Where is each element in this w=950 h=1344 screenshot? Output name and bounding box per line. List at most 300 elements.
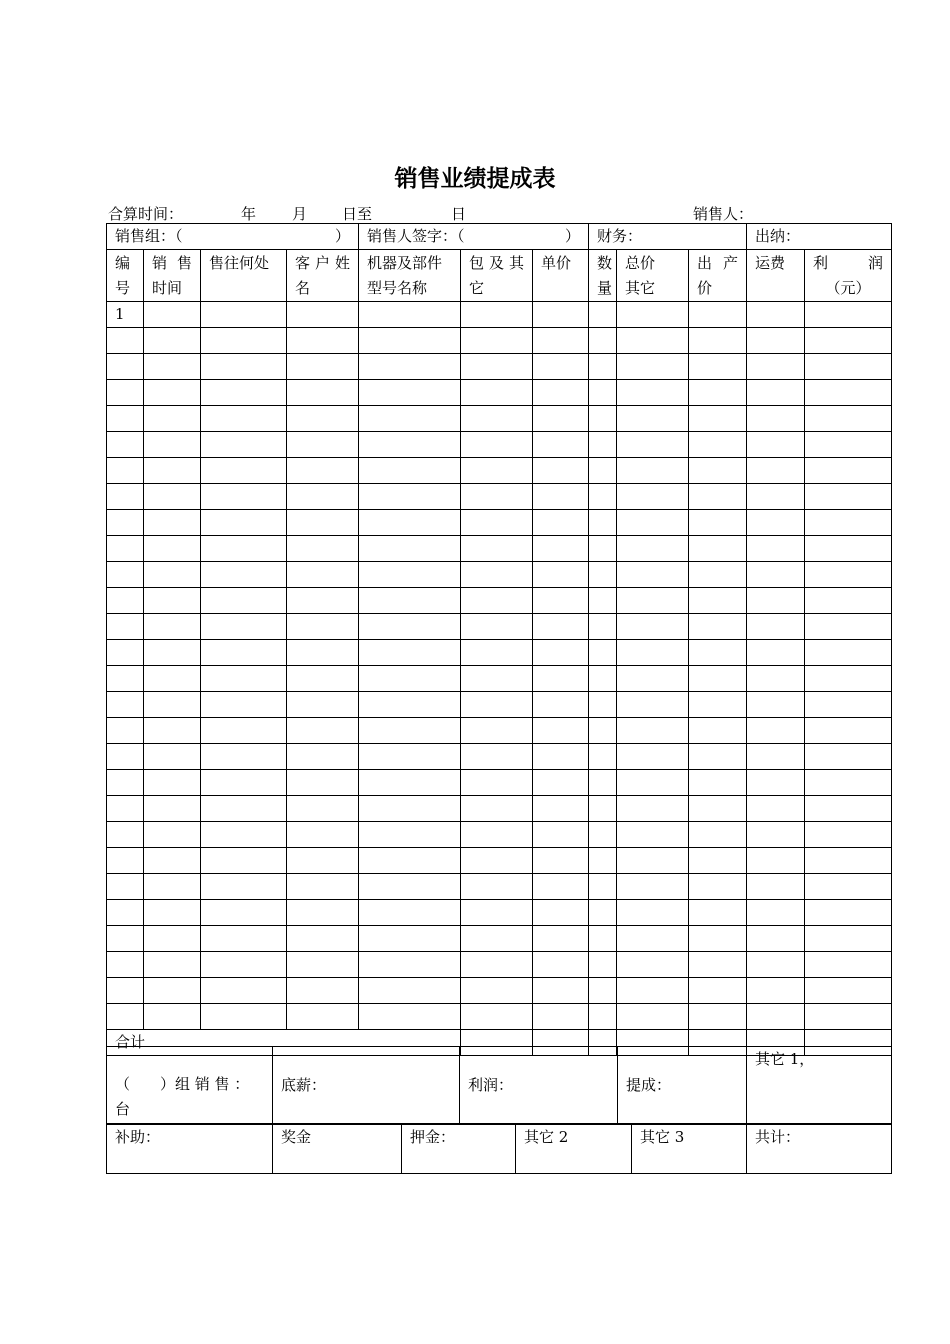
table-cell[interactable]	[589, 978, 617, 1004]
table-cell[interactable]	[461, 822, 533, 848]
table-cell[interactable]	[287, 354, 359, 380]
table-cell[interactable]	[747, 328, 805, 354]
table-cell[interactable]	[589, 458, 617, 484]
table-cell[interactable]	[287, 484, 359, 510]
table-cell[interactable]	[805, 484, 892, 510]
table-cell[interactable]	[144, 900, 201, 926]
table-cell[interactable]	[107, 380, 144, 406]
table-cell[interactable]	[533, 614, 589, 640]
table-cell[interactable]	[805, 328, 892, 354]
table-cell[interactable]	[747, 848, 805, 874]
table-cell[interactable]	[689, 406, 747, 432]
table-cell[interactable]	[533, 302, 589, 328]
table-cell[interactable]	[461, 640, 533, 666]
table-cell[interactable]	[144, 588, 201, 614]
table-cell[interactable]	[144, 302, 201, 328]
table-cell[interactable]	[201, 302, 287, 328]
table-cell[interactable]	[201, 770, 287, 796]
table-cell[interactable]	[144, 978, 201, 1004]
table-cell[interactable]	[589, 692, 617, 718]
table-cell[interactable]	[805, 640, 892, 666]
table-cell[interactable]	[359, 354, 461, 380]
table-cell[interactable]	[747, 978, 805, 1004]
table-cell[interactable]	[533, 744, 589, 770]
table-cell[interactable]	[359, 952, 461, 978]
table-cell[interactable]	[201, 432, 287, 458]
table-cell[interactable]	[107, 744, 144, 770]
table-cell[interactable]	[461, 588, 533, 614]
table-cell[interactable]	[461, 614, 533, 640]
table-cell[interactable]	[805, 770, 892, 796]
table-cell[interactable]	[201, 1004, 287, 1030]
table-cell[interactable]	[747, 432, 805, 458]
table-cell[interactable]	[201, 874, 287, 900]
table-cell[interactable]	[201, 536, 287, 562]
table-cell[interactable]	[287, 328, 359, 354]
table-cell[interactable]	[107, 978, 144, 1004]
table-cell[interactable]	[617, 380, 689, 406]
table-cell[interactable]	[461, 432, 533, 458]
table-cell[interactable]	[533, 718, 589, 744]
table-cell[interactable]	[589, 406, 617, 432]
table-cell[interactable]	[805, 588, 892, 614]
table-cell[interactable]	[287, 562, 359, 588]
table-cell[interactable]	[747, 900, 805, 926]
table-cell[interactable]	[747, 952, 805, 978]
table-cell[interactable]	[201, 484, 287, 510]
table-cell[interactable]	[287, 432, 359, 458]
table-cell[interactable]	[201, 848, 287, 874]
table-cell[interactable]	[805, 380, 892, 406]
table-cell[interactable]	[287, 692, 359, 718]
table-cell[interactable]	[144, 770, 201, 796]
table-cell[interactable]	[747, 744, 805, 770]
table-cell[interactable]	[689, 328, 747, 354]
table-cell[interactable]	[359, 718, 461, 744]
table-cell[interactable]	[747, 874, 805, 900]
table-cell[interactable]	[107, 614, 144, 640]
table-cell[interactable]	[359, 380, 461, 406]
table-cell[interactable]	[144, 536, 201, 562]
table-cell[interactable]	[805, 952, 892, 978]
table-cell[interactable]	[617, 1004, 689, 1030]
table-cell[interactable]	[359, 484, 461, 510]
table-cell[interactable]	[287, 848, 359, 874]
table-cell[interactable]	[805, 978, 892, 1004]
table-cell[interactable]	[617, 406, 689, 432]
table-cell[interactable]	[589, 770, 617, 796]
table-cell[interactable]	[589, 536, 617, 562]
table-cell[interactable]	[617, 978, 689, 1004]
table-cell[interactable]	[533, 354, 589, 380]
table-cell[interactable]	[689, 926, 747, 952]
table-cell[interactable]	[359, 770, 461, 796]
table-cell[interactable]	[805, 822, 892, 848]
table-cell[interactable]	[359, 692, 461, 718]
table-cell[interactable]	[533, 640, 589, 666]
table-cell[interactable]	[533, 874, 589, 900]
table-cell[interactable]	[617, 536, 689, 562]
table-cell[interactable]	[533, 926, 589, 952]
table-cell[interactable]	[747, 458, 805, 484]
table-cell[interactable]	[287, 380, 359, 406]
table-cell[interactable]	[201, 562, 287, 588]
table-cell[interactable]	[689, 692, 747, 718]
table-cell[interactable]	[359, 458, 461, 484]
table-cell[interactable]	[689, 536, 747, 562]
table-cell[interactable]	[689, 640, 747, 666]
table-cell[interactable]	[533, 484, 589, 510]
table-cell[interactable]	[805, 692, 892, 718]
table-cell[interactable]	[461, 926, 533, 952]
table-cell[interactable]	[805, 406, 892, 432]
table-cell[interactable]	[617, 952, 689, 978]
table-cell[interactable]	[617, 484, 689, 510]
table-cell[interactable]	[359, 406, 461, 432]
table-cell[interactable]	[747, 510, 805, 536]
table-cell[interactable]	[144, 380, 201, 406]
table-cell[interactable]	[617, 744, 689, 770]
table-cell[interactable]	[107, 354, 144, 380]
table-cell[interactable]	[589, 380, 617, 406]
table-cell[interactable]	[107, 952, 144, 978]
table-cell[interactable]	[201, 978, 287, 1004]
table-cell[interactable]	[805, 744, 892, 770]
table-cell[interactable]	[144, 926, 201, 952]
table-cell[interactable]	[107, 458, 144, 484]
table-cell[interactable]	[461, 874, 533, 900]
table-cell[interactable]	[359, 926, 461, 952]
row-number[interactable]: 1	[107, 302, 144, 328]
table-cell[interactable]	[589, 926, 617, 952]
table-cell[interactable]	[689, 302, 747, 328]
table-cell[interactable]	[747, 614, 805, 640]
table-cell[interactable]	[689, 510, 747, 536]
table-cell[interactable]	[689, 614, 747, 640]
table-cell[interactable]	[107, 692, 144, 718]
table-cell[interactable]	[144, 1004, 201, 1030]
table-cell[interactable]	[747, 302, 805, 328]
table-cell[interactable]	[689, 796, 747, 822]
table-cell[interactable]	[589, 562, 617, 588]
table-cell[interactable]	[287, 926, 359, 952]
table-cell[interactable]	[617, 432, 689, 458]
table-cell[interactable]	[533, 328, 589, 354]
table-cell[interactable]	[533, 510, 589, 536]
table-cell[interactable]	[461, 744, 533, 770]
table-cell[interactable]	[533, 458, 589, 484]
table-cell[interactable]	[805, 666, 892, 692]
table-cell[interactable]	[533, 380, 589, 406]
table-cell[interactable]	[689, 562, 747, 588]
table-cell[interactable]	[747, 770, 805, 796]
table-cell[interactable]	[144, 822, 201, 848]
table-cell[interactable]	[107, 718, 144, 744]
table-cell[interactable]	[287, 614, 359, 640]
table-cell[interactable]	[144, 848, 201, 874]
table-cell[interactable]	[201, 406, 287, 432]
table-cell[interactable]	[359, 874, 461, 900]
table-cell[interactable]	[589, 484, 617, 510]
table-cell[interactable]	[359, 640, 461, 666]
table-cell[interactable]	[461, 484, 533, 510]
table-cell[interactable]	[144, 718, 201, 744]
table-cell[interactable]	[689, 744, 747, 770]
table-cell[interactable]	[617, 796, 689, 822]
table-cell[interactable]	[201, 926, 287, 952]
table-cell[interactable]	[144, 484, 201, 510]
table-cell[interactable]	[589, 874, 617, 900]
table-cell[interactable]	[461, 302, 533, 328]
table-cell[interactable]	[617, 614, 689, 640]
table-cell[interactable]	[805, 302, 892, 328]
table-cell[interactable]	[589, 328, 617, 354]
table-cell[interactable]	[461, 328, 533, 354]
table-cell[interactable]	[144, 874, 201, 900]
table-cell[interactable]	[287, 796, 359, 822]
table-cell[interactable]	[747, 406, 805, 432]
table-cell[interactable]	[805, 796, 892, 822]
table-cell[interactable]	[359, 302, 461, 328]
table-cell[interactable]	[287, 406, 359, 432]
table-cell[interactable]	[461, 562, 533, 588]
table-cell[interactable]	[201, 692, 287, 718]
table-cell[interactable]	[689, 822, 747, 848]
table-cell[interactable]	[589, 640, 617, 666]
table-cell[interactable]	[617, 926, 689, 952]
table-cell[interactable]	[461, 848, 533, 874]
table-cell[interactable]	[533, 848, 589, 874]
table-cell[interactable]	[107, 432, 144, 458]
table-cell[interactable]	[747, 822, 805, 848]
table-cell[interactable]	[107, 328, 144, 354]
table-cell[interactable]	[589, 614, 617, 640]
table-cell[interactable]	[805, 536, 892, 562]
table-cell[interactable]	[359, 536, 461, 562]
table-cell[interactable]	[201, 614, 287, 640]
table-cell[interactable]	[144, 328, 201, 354]
table-cell[interactable]	[533, 536, 589, 562]
table-cell[interactable]	[747, 354, 805, 380]
table-cell[interactable]	[359, 432, 461, 458]
table-cell[interactable]	[201, 666, 287, 692]
table-cell[interactable]	[617, 302, 689, 328]
table-cell[interactable]	[461, 406, 533, 432]
table-cell[interactable]	[533, 952, 589, 978]
table-cell[interactable]	[201, 588, 287, 614]
table-cell[interactable]	[747, 640, 805, 666]
table-cell[interactable]	[287, 458, 359, 484]
table-cell[interactable]	[747, 926, 805, 952]
table-cell[interactable]	[689, 432, 747, 458]
table-cell[interactable]	[617, 354, 689, 380]
table-cell[interactable]	[805, 354, 892, 380]
table-cell[interactable]	[589, 1004, 617, 1030]
table-cell[interactable]	[617, 770, 689, 796]
table-cell[interactable]	[533, 406, 589, 432]
table-cell[interactable]	[461, 380, 533, 406]
table-cell[interactable]	[359, 666, 461, 692]
table-cell[interactable]	[689, 354, 747, 380]
table-cell[interactable]	[287, 1004, 359, 1030]
table-cell[interactable]	[533, 770, 589, 796]
table-cell[interactable]	[533, 692, 589, 718]
table-cell[interactable]	[533, 588, 589, 614]
table-cell[interactable]	[747, 796, 805, 822]
table-cell[interactable]	[805, 432, 892, 458]
table-cell[interactable]	[617, 562, 689, 588]
table-cell[interactable]	[689, 588, 747, 614]
table-cell[interactable]	[201, 380, 287, 406]
table-cell[interactable]	[144, 458, 201, 484]
table-cell[interactable]	[201, 354, 287, 380]
table-cell[interactable]	[287, 874, 359, 900]
table-cell[interactable]	[589, 510, 617, 536]
table-cell[interactable]	[144, 614, 201, 640]
table-cell[interactable]	[461, 666, 533, 692]
table-cell[interactable]	[144, 744, 201, 770]
table-cell[interactable]	[107, 770, 144, 796]
table-cell[interactable]	[689, 718, 747, 744]
table-cell[interactable]	[201, 718, 287, 744]
table-cell[interactable]	[689, 952, 747, 978]
table-cell[interactable]	[287, 770, 359, 796]
table-cell[interactable]	[617, 848, 689, 874]
table-cell[interactable]	[689, 484, 747, 510]
table-cell[interactable]	[747, 536, 805, 562]
table-cell[interactable]	[359, 796, 461, 822]
table-cell[interactable]	[201, 510, 287, 536]
table-cell[interactable]	[533, 432, 589, 458]
table-cell[interactable]	[747, 718, 805, 744]
table-cell[interactable]	[533, 796, 589, 822]
table-cell[interactable]	[107, 406, 144, 432]
table-cell[interactable]	[461, 354, 533, 380]
table-cell[interactable]	[201, 744, 287, 770]
table-cell[interactable]	[805, 718, 892, 744]
table-cell[interactable]	[689, 666, 747, 692]
table-cell[interactable]	[359, 562, 461, 588]
table-cell[interactable]	[359, 614, 461, 640]
table-cell[interactable]	[107, 484, 144, 510]
table-cell[interactable]	[617, 458, 689, 484]
table-cell[interactable]	[689, 380, 747, 406]
table-cell[interactable]	[617, 640, 689, 666]
table-cell[interactable]	[589, 822, 617, 848]
table-cell[interactable]	[805, 562, 892, 588]
table-cell[interactable]	[461, 718, 533, 744]
table-cell[interactable]	[617, 588, 689, 614]
table-cell[interactable]	[359, 510, 461, 536]
table-cell[interactable]	[589, 718, 617, 744]
table-cell[interactable]	[144, 432, 201, 458]
table-cell[interactable]	[461, 952, 533, 978]
table-cell[interactable]	[144, 406, 201, 432]
table-cell[interactable]	[201, 796, 287, 822]
table-cell[interactable]	[533, 1004, 589, 1030]
table-cell[interactable]	[589, 952, 617, 978]
table-cell[interactable]	[747, 588, 805, 614]
table-cell[interactable]	[461, 978, 533, 1004]
table-cell[interactable]	[107, 562, 144, 588]
table-cell[interactable]	[287, 302, 359, 328]
table-cell[interactable]	[805, 614, 892, 640]
table-cell[interactable]	[107, 666, 144, 692]
table-cell[interactable]	[359, 1004, 461, 1030]
table-cell[interactable]	[461, 536, 533, 562]
table-cell[interactable]	[617, 900, 689, 926]
table-cell[interactable]	[287, 510, 359, 536]
table-cell[interactable]	[201, 640, 287, 666]
table-cell[interactable]	[144, 952, 201, 978]
table-cell[interactable]	[589, 848, 617, 874]
table-cell[interactable]	[747, 380, 805, 406]
table-cell[interactable]	[287, 744, 359, 770]
table-cell[interactable]	[461, 458, 533, 484]
table-cell[interactable]	[689, 900, 747, 926]
table-cell[interactable]	[747, 562, 805, 588]
table-cell[interactable]	[144, 692, 201, 718]
table-cell[interactable]	[805, 510, 892, 536]
table-cell[interactable]	[747, 692, 805, 718]
table-cell[interactable]	[747, 1004, 805, 1030]
table-cell[interactable]	[589, 666, 617, 692]
table-cell[interactable]	[617, 692, 689, 718]
table-cell[interactable]	[107, 796, 144, 822]
table-cell[interactable]	[461, 1004, 533, 1030]
table-cell[interactable]	[617, 666, 689, 692]
table-cell[interactable]	[107, 588, 144, 614]
table-cell[interactable]	[107, 536, 144, 562]
table-cell[interactable]	[144, 510, 201, 536]
table-cell[interactable]	[287, 666, 359, 692]
table-cell[interactable]	[805, 848, 892, 874]
table-cell[interactable]	[287, 588, 359, 614]
table-cell[interactable]	[359, 744, 461, 770]
table-cell[interactable]	[617, 328, 689, 354]
table-cell[interactable]	[107, 926, 144, 952]
table-cell[interactable]	[689, 1004, 747, 1030]
table-cell[interactable]	[589, 744, 617, 770]
table-cell[interactable]	[107, 640, 144, 666]
table-cell[interactable]	[747, 666, 805, 692]
table-cell[interactable]	[359, 328, 461, 354]
table-cell[interactable]	[617, 874, 689, 900]
table-cell[interactable]	[107, 848, 144, 874]
table-cell[interactable]	[359, 900, 461, 926]
table-cell[interactable]	[201, 900, 287, 926]
table-cell[interactable]	[287, 978, 359, 1004]
table-cell[interactable]	[461, 692, 533, 718]
table-cell[interactable]	[805, 458, 892, 484]
table-cell[interactable]	[359, 822, 461, 848]
table-cell[interactable]	[144, 640, 201, 666]
table-cell[interactable]	[617, 822, 689, 848]
table-cell[interactable]	[287, 718, 359, 744]
table-cell[interactable]	[107, 874, 144, 900]
table-cell[interactable]	[589, 900, 617, 926]
table-cell[interactable]	[805, 900, 892, 926]
table-cell[interactable]	[805, 926, 892, 952]
table-cell[interactable]	[461, 770, 533, 796]
table-cell[interactable]	[201, 328, 287, 354]
table-cell[interactable]	[144, 666, 201, 692]
table-cell[interactable]	[533, 562, 589, 588]
table-cell[interactable]	[201, 952, 287, 978]
table-cell[interactable]	[461, 510, 533, 536]
table-cell[interactable]	[201, 458, 287, 484]
table-cell[interactable]	[144, 796, 201, 822]
